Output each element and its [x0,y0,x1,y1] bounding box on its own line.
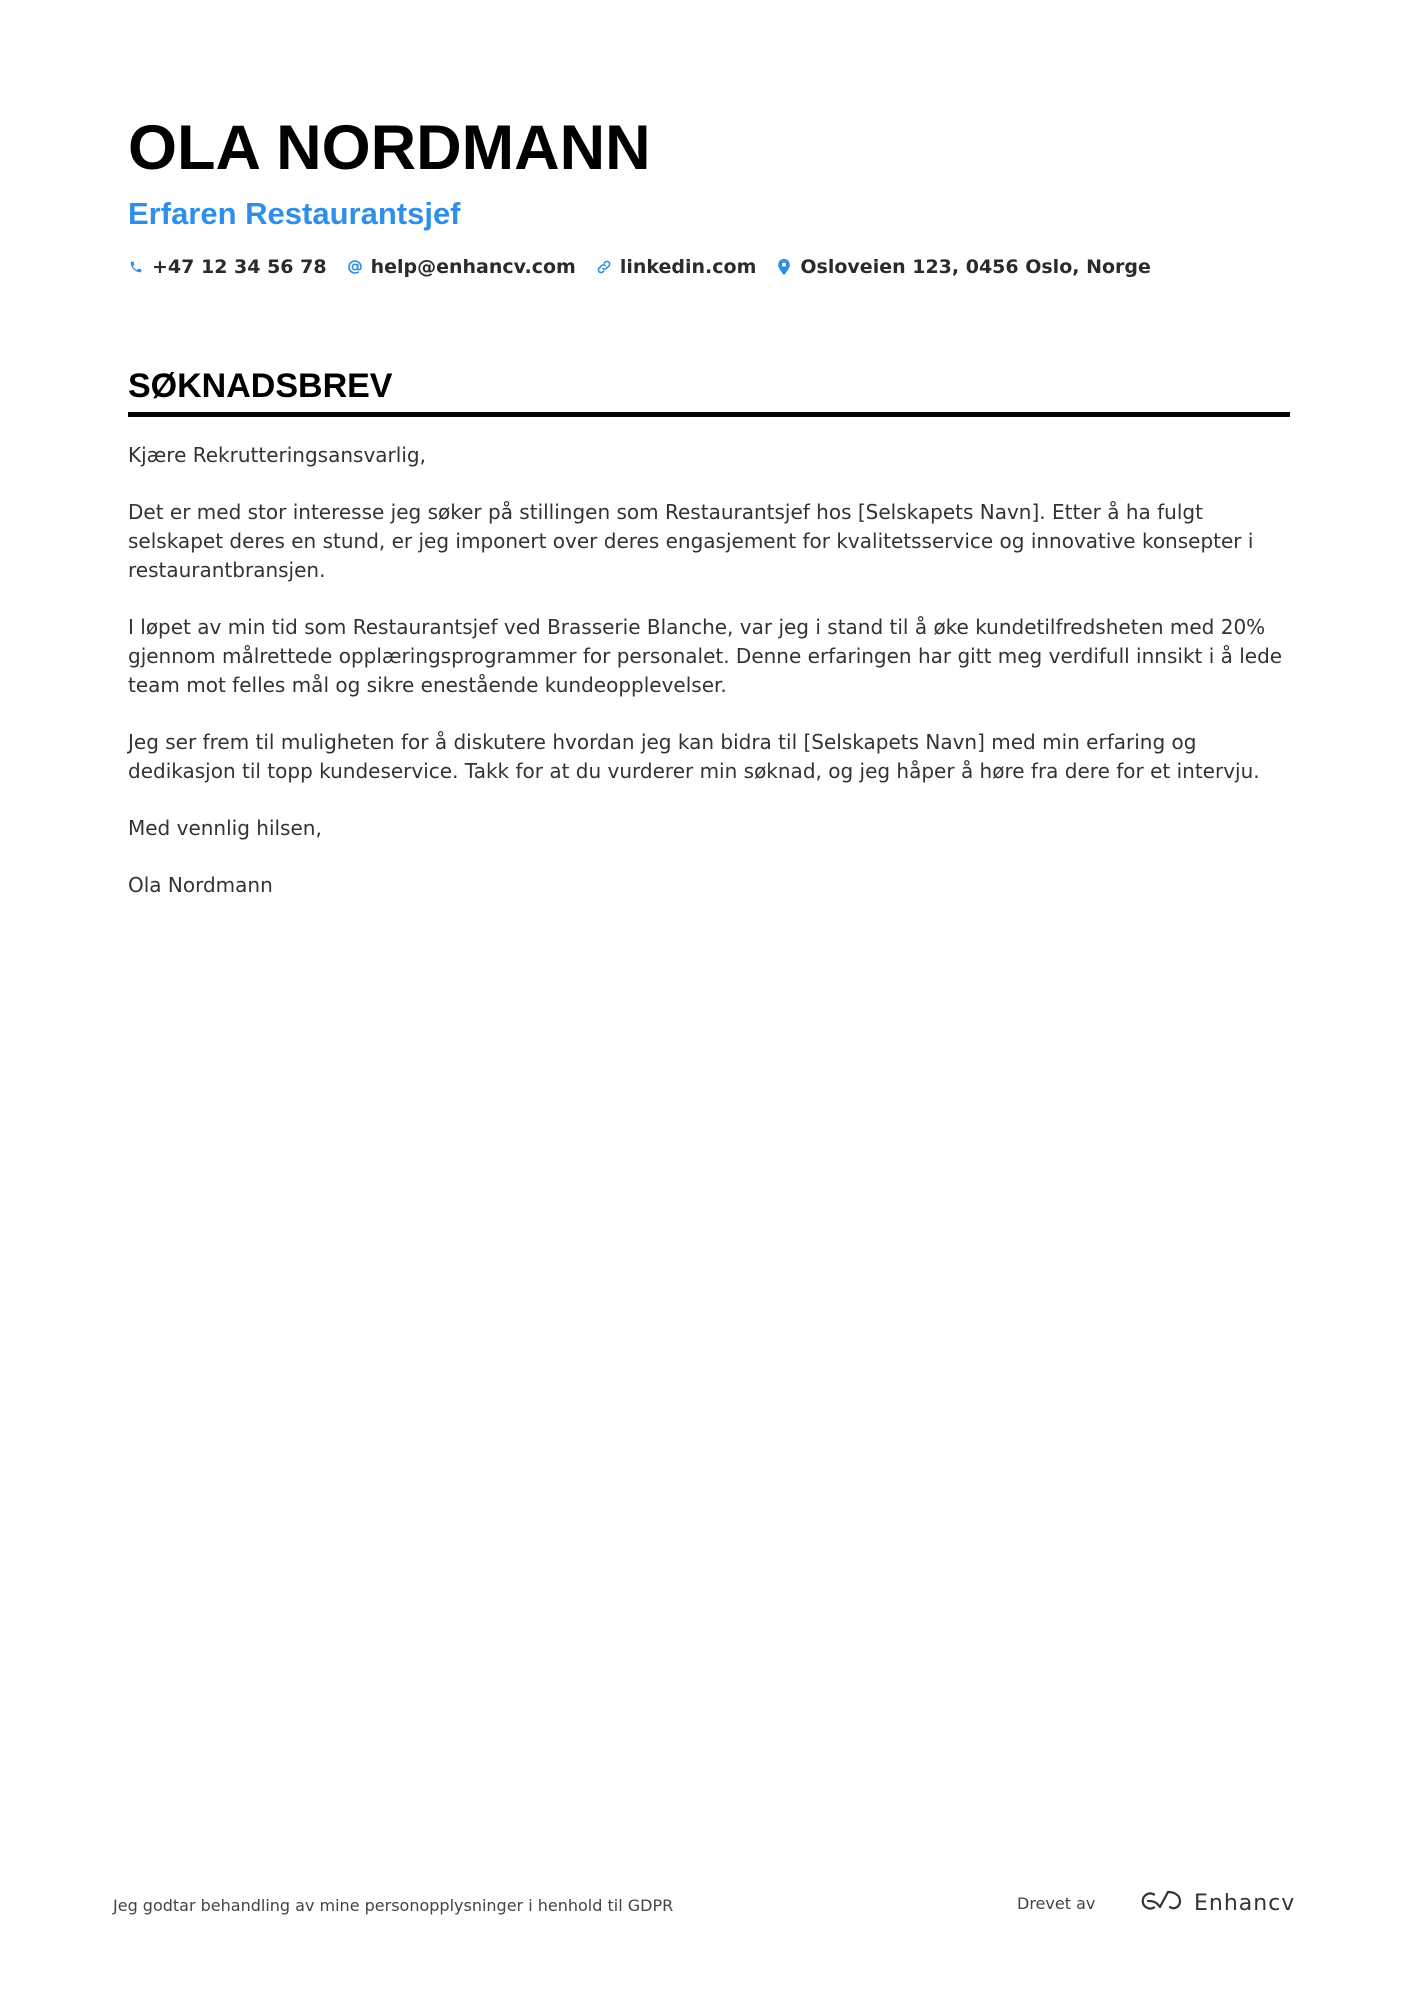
contact-linkedin[interactable] [596,256,757,278]
powered-by-label: Drevet av [1017,1894,1096,1913]
header [128,112,1288,278]
section-title: SØKNADSBREV [128,367,393,405]
letter-paragraph: Det er med stor interesse jeg søker på stillingen som Restaurantsjef hos [Selskapets Navn]. Etter å ha fulgt selskapet deres en stund, er jeg imponert over deres engasjement for kvalitetsservice og innovative konsepter i restaurantbransjen. [128,500,1254,582]
location-pin-icon [776,258,792,276]
letter-paragraph: I løpet av min tid som Restaurantsjef ved Brasserie Blanche, var jeg i stand til å øke kundetilfredsheten med 20% gjennom målrettede opplæringsprogrammer for personalet. Denne erfaringen har gitt meg verdifull innsikt i å lede team mot felles mål og sikre enestående kundeopplevelser. [128,615,1283,697]
contact-phone [128,256,327,278]
gdpr-consent-text: Jeg godtar behandling av mine personopplysninger i henhold til GDPR [113,1896,674,1915]
footer [113,1888,1296,1920]
contact-linkedin-text: linkedin.com [619,256,757,278]
contact-phone-text: +47 12 34 56 78 [152,256,327,278]
cover-letter-section [128,364,1290,928]
contact-bar [128,256,1288,278]
candidate-name: OLA NORDMANN [128,113,651,183]
section-divider [128,412,1290,417]
contact-email-text: help@enhancv.com [370,256,576,278]
contact-address [776,256,1151,278]
letter-body [128,441,1290,900]
at-icon [347,258,363,276]
letter-signature: Ola Nordmann [128,873,273,897]
letter-paragraph: Jeg ser frem til muligheten for å diskutere hvordan jeg kan bidra til [Selskapets Navn] med min erfaring og dedikasjon til topp kundeservice. Takk for at du vurderer min søknad, og jeg håper å høre fra dere for et intervju. [128,730,1260,783]
enhancv-brand-text: Enhancv [1194,1890,1296,1916]
letter-closing: Med vennlig hilsen, [128,816,322,840]
contact-address-text: Osloveien 123, 0456 Oslo, Norge [800,256,1151,278]
phone-icon [128,258,144,276]
contact-email[interactable] [347,256,576,278]
letter-greeting: Kjære Rekrutteringsansvarlig, [128,443,426,467]
candidate-role: Erfaren Restaurantsjef [128,196,461,231]
link-icon [596,258,612,276]
enhancv-brand[interactable] [1138,1888,1295,1918]
enhancv-logo-icon [1138,1888,1186,1918]
